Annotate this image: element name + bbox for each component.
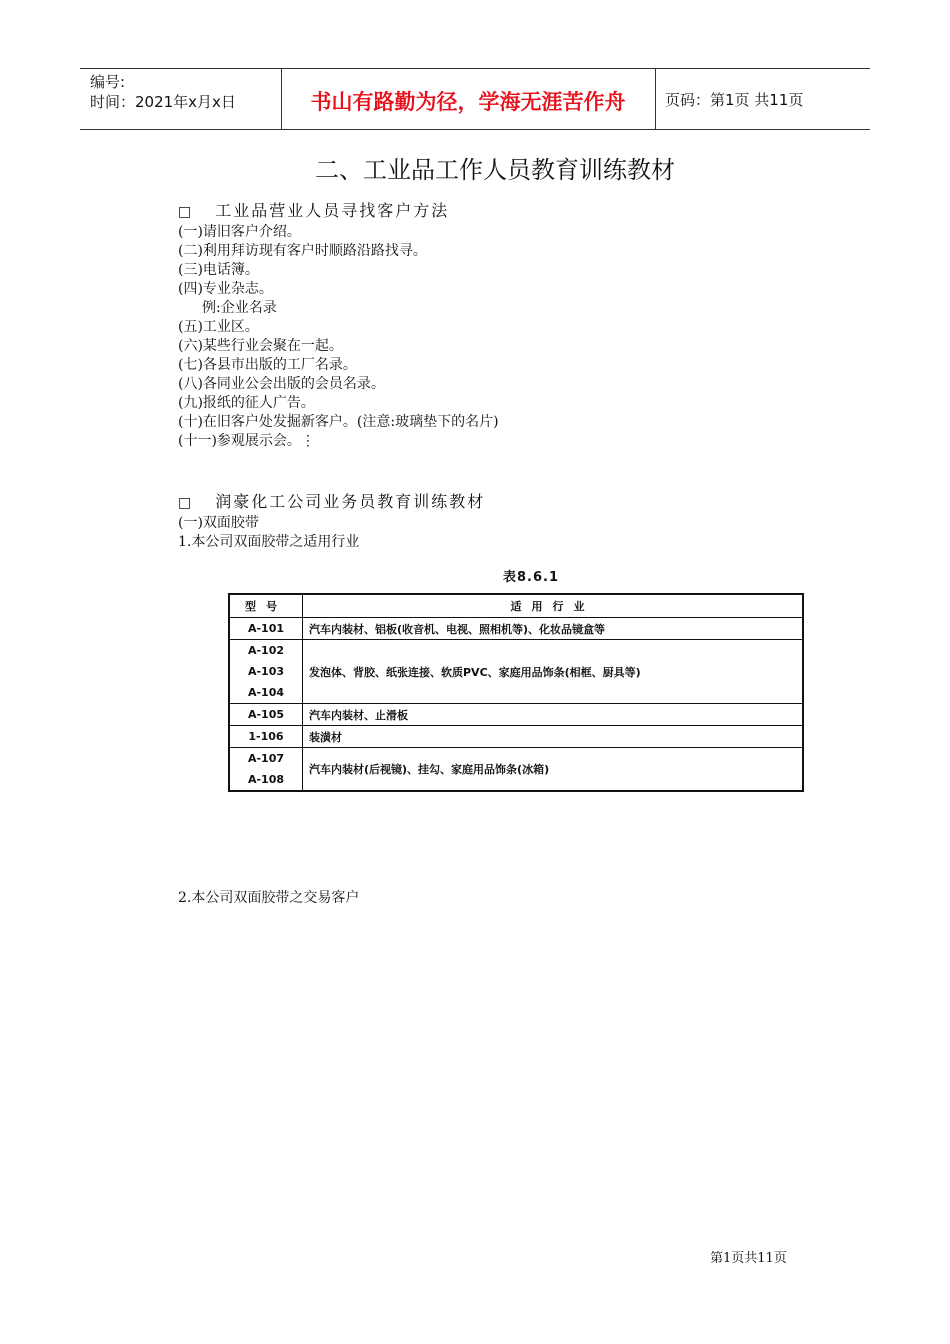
list-item: (四)专业杂志。 [178,281,273,297]
section2-heading [178,491,499,514]
table-row [229,618,803,640]
table-cell-model [229,618,303,640]
list-item-example: 例:企业名录 [202,300,277,316]
header-bottom-rule [80,129,870,130]
table-header-use: 适用行业 [303,594,804,618]
footer-page-number: 第1页共11页 [710,1251,787,1266]
table-row [229,640,803,704]
table-cell-model [229,640,303,704]
list-item: (十一)参观展示会。⋮ [178,433,315,449]
section1-heading-text: 工业品营业人员寻找客户方法 [215,201,450,220]
header-motto: 书山有路勤为径，学海无涯苦作舟 [310,90,626,114]
spacer [178,451,499,491]
checkbox-icon: □ [178,495,194,511]
header-divider-right [655,68,656,129]
usage-table [228,593,804,792]
list-item: (八)各同业公会出版的会员名录。 [178,376,385,392]
table-row [229,704,803,726]
list-item: (五)工业区。 [178,319,259,335]
table-row [229,726,803,748]
list-item: (十)在旧客户处发掘新客户。(注意:玻璃垫下的名片) [178,414,499,430]
list-item: (六)某些行业会聚在一起。 [178,338,343,354]
checkbox-icon: □ [178,204,194,220]
model-code: A-105 [247,708,285,721]
table-header-row [229,594,803,618]
table-cell-model [229,704,303,726]
section2-heading-text: 润豪化工公司业务员教育训练教材 [215,492,486,511]
model-code: A-107 [247,752,285,765]
table-cell-use: 汽车内装材(后视镜)、挂勾、家庭用品饰条(冰箱) [303,748,804,792]
table-cell-use: 汽车内装材、铝板(收音机、电视、照相机等)、化妆品镜盒等 [303,618,804,640]
list-item: (九)报纸的征人广告。 [178,395,315,411]
list-item: (二)利用拜访现有客户时顺路沿路找寻。 [178,243,427,259]
table-row [229,748,803,792]
table-cell-use: 发泡体、背胶、纸张连接、软质PVC、家庭用品饰条(相框、厨具等) [303,640,804,704]
header-page-number: 页码：第1页 共11页 [665,91,804,109]
table-caption: 表8.6.1 [502,570,559,585]
header-meta [90,72,236,112]
model-code: 1-106 [248,730,284,743]
model-code: A-101 [247,622,285,635]
list-item: (一)请旧客户介绍。 [178,224,301,240]
list-item: (三)电话簿。 [178,262,259,278]
model-code: A-104 [247,686,285,699]
list-item: (七)各县市出版的工厂名录。 [178,357,357,373]
table-cell-model [229,726,303,748]
page-title: 二、工业品工作人员教育训练教材 [315,156,675,184]
table-cell-model [229,748,303,792]
subheading-customers: 2.本公司双面胶带之交易客户 [178,890,360,906]
header-top-rule [80,68,870,69]
subheading: 1.本公司双面胶带之适用行业 [178,534,360,550]
header-number: 编号: [90,73,126,91]
usage-table-wrapper [228,566,804,792]
header-date: 时间：2021年x月x日 [90,93,236,111]
model-code: A-103 [247,665,285,678]
section-customer-methods [178,200,499,552]
subheading: (一)双面胶带 [178,515,259,531]
table-cell-use: 装潢材 [303,726,804,748]
table-header-model: 型号 [229,594,303,618]
section1-heading [178,200,499,223]
table-cell-use: 汽车内装材、止滑板 [303,704,804,726]
model-code: A-108 [247,773,285,786]
model-code: A-102 [247,644,285,657]
